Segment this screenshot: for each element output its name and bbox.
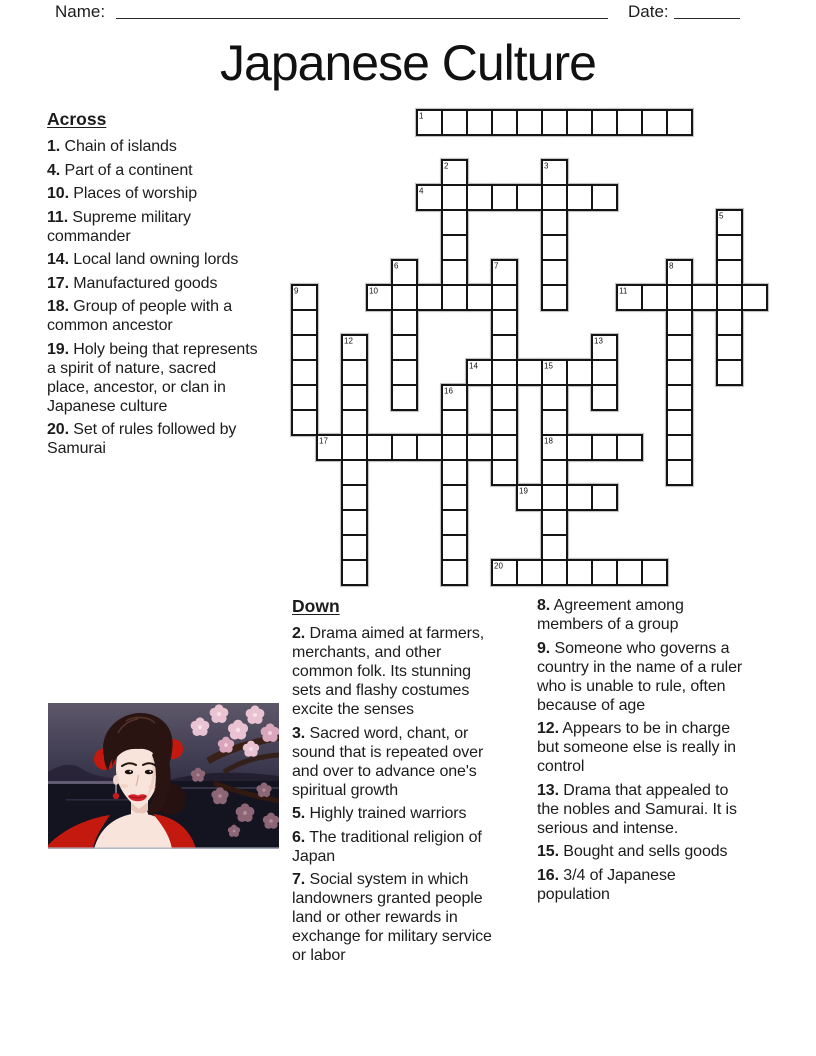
clue-9: 9. Someone who governs a country in the name of a ruler who is unable to rule, often because of age: [537, 639, 743, 714]
grid-cell[interactable]: [292, 385, 317, 410]
clue-19: 19. Holy being that represents a spirit of nature, sacred place, ancestor, or clan in Japanese culture: [47, 340, 258, 415]
grid-cell[interactable]: [717, 335, 742, 360]
cell-number: 8: [669, 261, 674, 271]
cell-number: 4: [419, 186, 424, 196]
grid-cell[interactable]: [592, 110, 617, 135]
clue-20: 20. Set of rules followed by Samurai: [47, 421, 237, 457]
grid-cell[interactable]: [542, 510, 567, 535]
clue-11: 11. Supreme military commander: [47, 208, 191, 245]
name-input-line[interactable]: [116, 1, 608, 19]
water-reflection: [66, 799, 130, 801]
grid-cell[interactable]: [642, 560, 667, 585]
clue-14: 14. Local land owning lords: [47, 251, 239, 268]
grid-cell[interactable]: [667, 335, 692, 360]
cell-number: 9: [294, 286, 299, 296]
grid-cell[interactable]: [442, 560, 467, 585]
grid-cell[interactable]: [392, 310, 417, 335]
grid-cell[interactable]: [617, 560, 642, 585]
eye-glint-right: [149, 771, 151, 773]
grid-cell[interactable]: [342, 360, 367, 385]
grid-cell[interactable]: [667, 360, 692, 385]
grid-cell[interactable]: [342, 560, 367, 585]
grid-cell[interactable]: [342, 460, 367, 485]
grid-cell[interactable]: [467, 435, 492, 460]
illustration-container: [48, 703, 279, 849]
date-label: Date:: [628, 2, 669, 21]
grid-cell[interactable]: [567, 435, 592, 460]
across-section: [47, 109, 260, 463]
grid-cell[interactable]: [567, 560, 592, 585]
grid-cell[interactable]: [292, 360, 317, 385]
grid-cell[interactable]: [517, 110, 542, 135]
grid-cell[interactable]: [517, 360, 542, 385]
grid-cell[interactable]: [567, 485, 592, 510]
grid-cell[interactable]: [492, 385, 517, 410]
down-section-col1: [292, 596, 502, 970]
grid-cell[interactable]: [492, 460, 517, 485]
grid-cell[interactable]: [342, 485, 367, 510]
grid-cell[interactable]: [392, 285, 417, 310]
grid-cell[interactable]: [292, 410, 317, 435]
grid-cell[interactable]: [392, 385, 417, 410]
across-clue-list: [47, 137, 260, 458]
grid-cell[interactable]: [442, 260, 467, 285]
grid-cell[interactable]: [292, 310, 317, 335]
grid-cell[interactable]: [417, 285, 442, 310]
grid-cell[interactable]: [667, 385, 692, 410]
grid-cell[interactable]: [592, 435, 617, 460]
down-section-col2: [537, 596, 749, 908]
grid-cell[interactable]: [492, 410, 517, 435]
grid-cell[interactable]: [717, 285, 742, 310]
clue-4: 4. Part of a continent: [47, 161, 193, 179]
clue-12: 12. Appears to be in charge but someone else is really in control: [537, 720, 736, 775]
grid-cell[interactable]: [567, 360, 592, 385]
grid-cell[interactable]: [542, 210, 567, 235]
eye-left: [125, 770, 133, 775]
page-title: Japanese Culture: [220, 35, 596, 91]
grid-cell[interactable]: [542, 410, 567, 435]
grid-cell[interactable]: [342, 410, 367, 435]
cell-number: 15: [544, 361, 553, 371]
cell-number: 20: [494, 561, 503, 571]
cell-number: 5: [719, 211, 724, 221]
clue-2: 2. Drama aimed at farmers, merchants, and other common folk. Its stunning sets and flashy costumes excite the senses: [292, 625, 485, 718]
grid-cell[interactable]: [667, 110, 692, 135]
ear-left: [113, 775, 119, 785]
grid-cell[interactable]: [617, 435, 642, 460]
down-clue-list-2: [537, 596, 749, 904]
grid-cell[interactable]: [442, 210, 467, 235]
blush-right: [148, 785, 155, 789]
grid-cell[interactable]: [717, 260, 742, 285]
grid-cell[interactable]: [492, 110, 517, 135]
grid-cell[interactable]: [567, 110, 592, 135]
cell-number: 10: [369, 286, 378, 296]
grid-cell[interactable]: [517, 560, 542, 585]
clue-18: 18. Group of people with a common ancestor: [47, 298, 233, 334]
cell-number: 18: [544, 436, 553, 446]
grid-cell[interactable]: [417, 435, 442, 460]
clue-15: 15. Bought and sells goods: [537, 843, 728, 860]
clue-13: 13. Drama that appealed to the nobles and Samurai. It is serious and intense.: [537, 781, 737, 837]
grid-cell[interactable]: [542, 260, 567, 285]
grid-cell[interactable]: [467, 110, 492, 135]
grid-cell[interactable]: [342, 385, 367, 410]
grid-cell[interactable]: [442, 485, 467, 510]
grid-cell[interactable]: [742, 285, 767, 310]
grid-cell[interactable]: [667, 310, 692, 335]
cell-number: 7: [494, 261, 499, 271]
woman-cherry-blossom-illustration: [48, 703, 279, 849]
cell-number: 19: [519, 486, 528, 496]
grid-cell[interactable]: [442, 535, 467, 560]
grid-cell[interactable]: [442, 110, 467, 135]
grid-cell[interactable]: [542, 110, 567, 135]
grid-cell[interactable]: [642, 110, 667, 135]
grid-cell[interactable]: [467, 285, 492, 310]
clue-5: 5. Highly trained warriors: [292, 805, 467, 822]
cell-number: 13: [594, 336, 603, 346]
clue-16: 16. 3/4 of Japanese population: [537, 866, 676, 903]
grid-cell[interactable]: [342, 535, 367, 560]
blush-left: [120, 784, 128, 788]
clue-7: 7. Social system in which landowners granted people land or other rewards in exchange for military service or labor: [292, 871, 492, 964]
grid-cell[interactable]: [367, 435, 392, 460]
clue-17: 17. Manufactured goods: [47, 274, 218, 292]
grid-cell[interactable]: [442, 285, 467, 310]
cell-number: 12: [344, 336, 353, 346]
crossword-grid-svg: [289, 107, 771, 589]
grid-cell[interactable]: [592, 485, 617, 510]
grid-cell[interactable]: [392, 335, 417, 360]
grid-cell[interactable]: [667, 435, 692, 460]
grid-cell[interactable]: [492, 285, 517, 310]
grid-cell[interactable]: [667, 410, 692, 435]
grid-cell[interactable]: [492, 335, 517, 360]
eye-right: [145, 770, 153, 775]
grid-cell[interactable]: [642, 285, 667, 310]
grid-cell[interactable]: [392, 360, 417, 385]
eye-glint-left: [129, 771, 131, 773]
grid-cell[interactable]: [542, 460, 567, 485]
grid-cell[interactable]: [592, 560, 617, 585]
grid-cell[interactable]: [442, 410, 467, 435]
grid-cell[interactable]: [717, 360, 742, 385]
grid-cell[interactable]: [542, 235, 567, 260]
grid-cell[interactable]: [567, 185, 592, 210]
cell-number: 14: [469, 361, 478, 371]
grid-cell[interactable]: [492, 310, 517, 335]
grid-cell[interactable]: [442, 510, 467, 535]
cell-number: 17: [319, 436, 328, 446]
grid-cell[interactable]: [442, 435, 467, 460]
grid-cell[interactable]: [717, 235, 742, 260]
clue-1: 1. Chain of islands: [47, 138, 177, 155]
grid-cell[interactable]: [542, 385, 567, 410]
grid-cell[interactable]: [667, 460, 692, 485]
across-heading: Across: [47, 109, 107, 129]
grid-cell[interactable]: [542, 185, 567, 210]
earring-left: [113, 793, 119, 799]
date-input-line[interactable]: [674, 1, 740, 19]
cell-number: 1: [419, 111, 424, 121]
crossword-grid[interactable]: [289, 107, 771, 589]
grid-cell[interactable]: [542, 535, 567, 560]
down-heading: Down: [292, 596, 340, 616]
clue-10: 10. Places of worship: [47, 185, 197, 202]
cell-number: 11: [619, 286, 628, 296]
cell-number: 2: [444, 161, 449, 171]
name-label: Name:: [55, 2, 106, 21]
grid-cell[interactable]: [592, 360, 617, 385]
grid-cell[interactable]: [492, 435, 517, 460]
cell-number: 3: [544, 161, 549, 171]
down-clue-list-1: [292, 624, 502, 965]
grid-cell[interactable]: [717, 310, 742, 335]
grid-cell[interactable]: [517, 185, 542, 210]
grid-cell[interactable]: [592, 385, 617, 410]
grid-cell[interactable]: [442, 185, 467, 210]
grid-cell[interactable]: [292, 335, 317, 360]
grid-cell[interactable]: [342, 435, 367, 460]
clue-6: 6. The traditional religion of Japan: [292, 828, 482, 865]
grid-cell[interactable]: [467, 185, 492, 210]
grid-cell[interactable]: [542, 560, 567, 585]
grid-cell[interactable]: [492, 185, 517, 210]
clue-3: 3. Sacred word, chant, or sound that is repeated over and over to advance one's spiritual growth: [292, 724, 484, 799]
grid-cell[interactable]: [542, 485, 567, 510]
grid-cell[interactable]: [667, 285, 692, 310]
grid-cell[interactable]: [442, 460, 467, 485]
clue-8: 8. Agreement among members of a group: [537, 597, 684, 633]
grid-cell[interactable]: [442, 235, 467, 260]
cell-number: 16: [444, 386, 453, 396]
grid-cell[interactable]: [342, 510, 367, 535]
grid-cell[interactable]: [592, 185, 617, 210]
image-bottom-edge: [48, 847, 279, 849]
grid-cell[interactable]: [617, 110, 642, 135]
grid-cell[interactable]: [492, 360, 517, 385]
cell-number: 6: [394, 261, 399, 271]
grid-cell[interactable]: [692, 285, 717, 310]
grid-cell[interactable]: [392, 435, 417, 460]
grid-cell[interactable]: [542, 285, 567, 310]
